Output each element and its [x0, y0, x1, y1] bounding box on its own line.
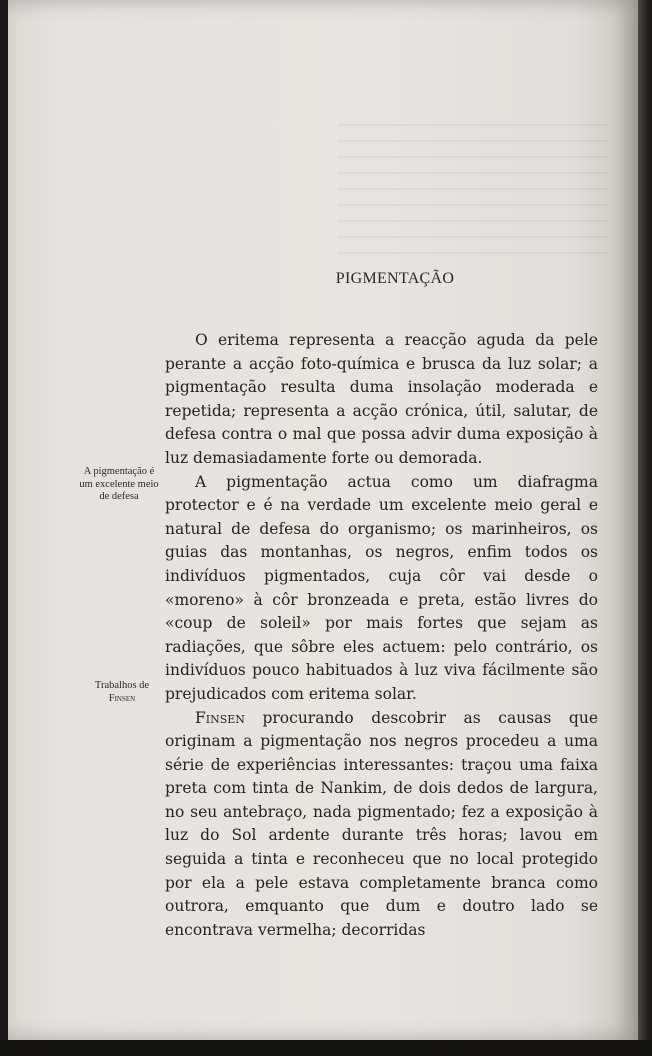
margin-note-defesa: A pigmentação é um excelente meio de defesa [79, 466, 159, 502]
paragraph: O eritema representa a reacção aguda da pele perante a acção foto-química e brusca da luz solar; a pigmentação resulta duma insolação moderada e repetida; representa a acção crónica, útil, salutar, de defesa contra o mal que possa advir duma exposição à luz demasiadamente forte ou demorada. [165, 331, 598, 467]
author-name: Finsen [195, 708, 245, 727]
page-title: PIGMENTAÇÃO [335, 270, 455, 287]
margin-note-finsen [78, 680, 166, 705]
page-gutter-shadow [638, 0, 652, 1056]
body-text [165, 329, 598, 942]
paragraph-continuation: procurando descobrir as causas que originam a pigmentação nos negros procedeu a uma série de experiências interessantes: traçou uma faixa preta com tinta de Nankim, de dois dedos de largura, no seu antebraço, nada pigmentado; fez a exposição à luz do Sol ardente durante três horas; lavou em seguida a tinta e reconheceu que no local protegido por ela a pele estava completamente branca como outrora, emquanto que dum e doutro lado se encontrava vermelha; decorridas [165, 708, 598, 939]
margin-note-prefix: Trabalhos de [94, 680, 150, 691]
paragraph [165, 707, 598, 943]
show-through-text [338, 110, 608, 260]
page-bottom-edge [0, 1040, 652, 1056]
paragraph: A pigmentação actua como um diafragma protector e é na verdade um excelente meio geral e natural de defesa do organismo; os marinheiros, os guias das montanhas, os negros, enfim todos os indivíduos pigmentados, cuja côr vai desde o «moreno» à côr bronzeada e preta, estão livres do «coup de soleil» por mais fortes que sejam as radiações, que sôbre eles actuem: pelo contrário, os indivíduos pouco habituados à luz viva fácilmente são prejudicados com eritema solar. [165, 472, 598, 703]
margin-note-name: Finsen [108, 692, 136, 704]
